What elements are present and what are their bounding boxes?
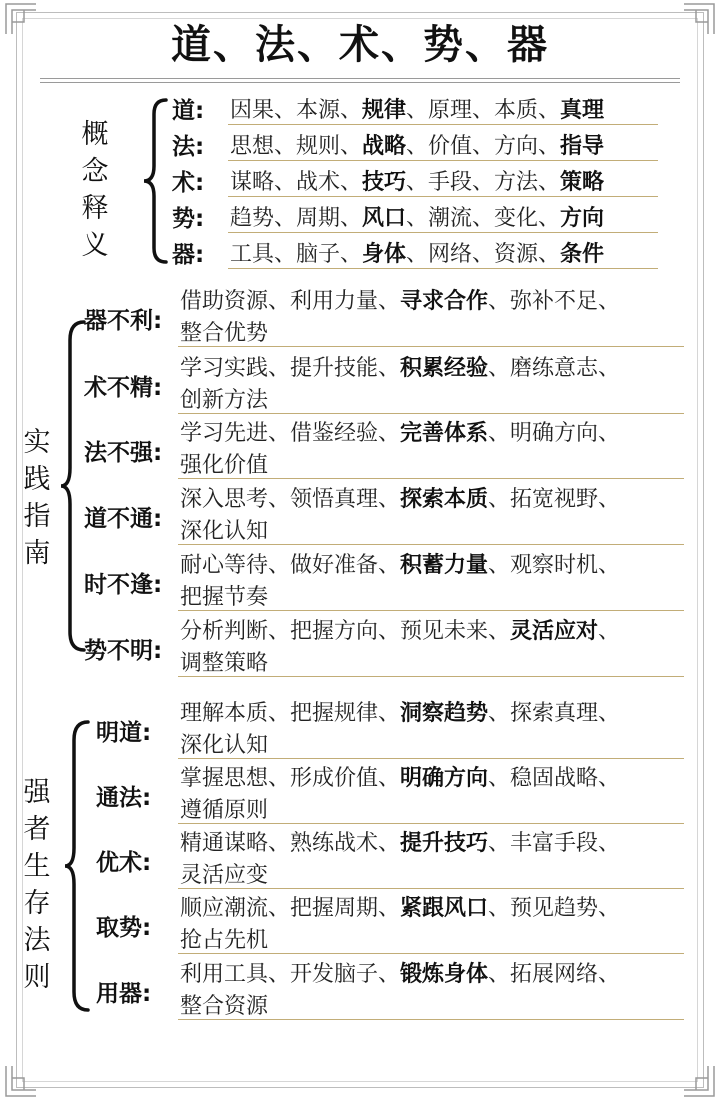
- definition-text: 思想、规则、: [230, 134, 363, 159]
- key-term: 明确方向: [400, 766, 489, 791]
- survival-row-text: 遵循原则: [180, 798, 269, 823]
- key-term: 寻求合作: [400, 289, 489, 314]
- key-term: 身体: [362, 242, 407, 267]
- definition-text: 工具、脑子、: [230, 242, 363, 267]
- corner-ornament-top-left: [4, 2, 38, 36]
- practice-row-text: [180, 351, 620, 382]
- brace-survival: [62, 718, 92, 1014]
- row-divider: [178, 676, 684, 677]
- practice-row-text: 强化价值: [180, 453, 269, 478]
- key-term: 探索本质: [400, 487, 489, 512]
- key-term: 紧跟风口: [400, 896, 489, 921]
- practice-row-key-label: 时不逢:: [84, 572, 163, 598]
- guide-text: 精通谋略、熟练战术、: [180, 831, 401, 856]
- guide-text: 掌握思想、形成价值、: [180, 766, 401, 791]
- practice-row-text: 调整策略: [180, 651, 269, 676]
- guide-text: 利用工具、开发脑子、: [180, 962, 401, 987]
- guide-text: 、拓宽视野、: [488, 487, 621, 512]
- row-divider: [178, 953, 684, 954]
- key-term: 方向: [560, 206, 605, 231]
- page-title: 道、法、术、势、器: [171, 22, 549, 68]
- guide-text: 、探索真理、: [488, 701, 621, 726]
- row-divider: [228, 196, 658, 197]
- row-divider: [178, 478, 684, 479]
- practice-row-key-label: 术不精:: [84, 375, 163, 401]
- row-divider: [178, 346, 684, 347]
- survival-row-text: 抢占先机: [180, 928, 269, 953]
- guide-text: 深入思考、领悟真理、: [180, 487, 401, 512]
- section-label-concepts: [80, 116, 110, 264]
- definition-text: 、网络、资源、: [406, 242, 561, 267]
- section-label-text: 概念释义: [81, 119, 109, 261]
- guide-text: 顺应潮流、把握周期、: [180, 896, 401, 921]
- key-term: 完善体系: [400, 421, 489, 446]
- practice-row-text: [180, 482, 620, 513]
- key-term: 洞察趋势: [400, 701, 489, 726]
- survival-row-text: [180, 761, 620, 792]
- practice-row-key-label: 道不通:: [84, 506, 163, 532]
- section-label-survival: [22, 774, 52, 996]
- row-divider: [228, 268, 658, 269]
- row-divider: [178, 1019, 684, 1020]
- practice-row-text: [180, 548, 620, 579]
- definition-text: 谋略、战术、: [230, 170, 363, 195]
- section-label-text: 强者生存法则: [23, 777, 51, 993]
- key-term: 积累经验: [400, 356, 489, 381]
- key-term: 指导: [560, 134, 605, 159]
- guide-text: 、: [598, 619, 621, 644]
- brace-concepts: [140, 96, 170, 266]
- key-term: 条件: [560, 242, 605, 267]
- concept-definition: [230, 165, 604, 196]
- corner-ornament-top-right: [682, 2, 716, 36]
- practice-row-text: [180, 284, 620, 315]
- row-divider: [228, 124, 658, 125]
- guide-text: 分析判断、把握方向、预见未来、: [180, 619, 511, 644]
- row-divider: [178, 823, 684, 824]
- key-term: 技巧: [362, 170, 407, 195]
- concept-key: 术:: [172, 170, 205, 196]
- guide-text: 、磨练意志、: [488, 356, 621, 381]
- key-term: 风口: [362, 206, 407, 231]
- survival-row-text: [180, 826, 620, 857]
- survival-row-key-label: 用器:: [96, 981, 152, 1007]
- survival-row-key-label: 通法:: [96, 785, 152, 811]
- corner-ornament-bottom-left: [4, 1064, 38, 1098]
- survival-row-text: [180, 891, 620, 922]
- definition-text: 因果、本源、: [230, 98, 363, 123]
- survival-row-text: [180, 957, 620, 988]
- row-divider: [228, 232, 658, 233]
- survival-row-key-label: 取势:: [96, 915, 152, 941]
- row-divider: [178, 758, 684, 759]
- practice-row-text: 创新方法: [180, 388, 269, 413]
- concept-key: 道:: [172, 98, 205, 124]
- corner-ornament-bottom-right: [682, 1064, 716, 1098]
- key-term: 灵活应对: [510, 619, 599, 644]
- key-term: 积蓄力量: [400, 553, 489, 578]
- practice-row-text: 深化认知: [180, 519, 269, 544]
- definition-text: 、价值、方向、: [406, 134, 561, 159]
- survival-row-text: 灵活应变: [180, 863, 269, 888]
- guide-text: 学习实践、提升技能、: [180, 356, 401, 381]
- key-term: 策略: [560, 170, 605, 195]
- guide-text: 、弥补不足、: [488, 289, 621, 314]
- guide-text: 、稳固战略、: [488, 766, 621, 791]
- guide-text: 、预见趋势、: [488, 896, 621, 921]
- concept-definition: [230, 93, 604, 124]
- concept-key: 势:: [172, 206, 205, 232]
- guide-text: 学习先进、借鉴经验、: [180, 421, 401, 446]
- row-divider: [178, 610, 684, 611]
- section-label-practice: [22, 424, 52, 572]
- guide-text: 理解本质、把握规律、: [180, 701, 401, 726]
- survival-row-text: [180, 696, 620, 727]
- guide-text: 、观察时机、: [488, 553, 621, 578]
- definition-text: 、潮流、变化、: [406, 206, 561, 231]
- guide-text: 耐心等待、做好准备、: [180, 553, 401, 578]
- key-term: 锻炼身体: [400, 962, 489, 987]
- concept-key: 器:: [172, 242, 205, 268]
- concept-definition: [230, 201, 604, 232]
- key-term: 战略: [362, 134, 407, 159]
- practice-row-text: 把握节奏: [180, 585, 269, 610]
- definition-text: 趋势、周期、: [230, 206, 363, 231]
- key-term: 真理: [560, 98, 605, 123]
- practice-row-text: [180, 614, 620, 645]
- survival-row-text: 整合资源: [180, 994, 269, 1019]
- title-divider: [40, 82, 680, 83]
- row-divider: [178, 413, 684, 414]
- practice-row-text: 整合优势: [180, 321, 269, 346]
- row-divider: [228, 160, 658, 161]
- survival-row-key-label: 明道:: [96, 720, 152, 746]
- concept-key: 法:: [172, 134, 205, 160]
- key-term: 提升技巧: [400, 831, 489, 856]
- definition-text: 、手段、方法、: [406, 170, 561, 195]
- key-term: 规律: [362, 98, 407, 123]
- practice-row-text: [180, 416, 620, 447]
- concept-definition: [230, 129, 604, 160]
- practice-row-key-label: 势不明:: [84, 638, 163, 664]
- guide-text: 、丰富手段、: [488, 831, 621, 856]
- guide-text: 、明确方向、: [488, 421, 621, 446]
- guide-text: 、拓展网络、: [488, 962, 621, 987]
- row-divider: [178, 888, 684, 889]
- definition-text: 、原理、本质、: [406, 98, 561, 123]
- practice-row-key-label: 法不强:: [84, 440, 163, 466]
- title-divider: [40, 78, 680, 79]
- section-label-text: 实践指南: [23, 427, 51, 569]
- practice-row-key-label: 器不利:: [84, 308, 163, 334]
- concept-definition: [230, 237, 604, 268]
- survival-row-text: 深化认知: [180, 733, 269, 758]
- survival-row-key-label: 优术:: [96, 850, 152, 876]
- guide-text: 借助资源、利用力量、: [180, 289, 401, 314]
- row-divider: [178, 544, 684, 545]
